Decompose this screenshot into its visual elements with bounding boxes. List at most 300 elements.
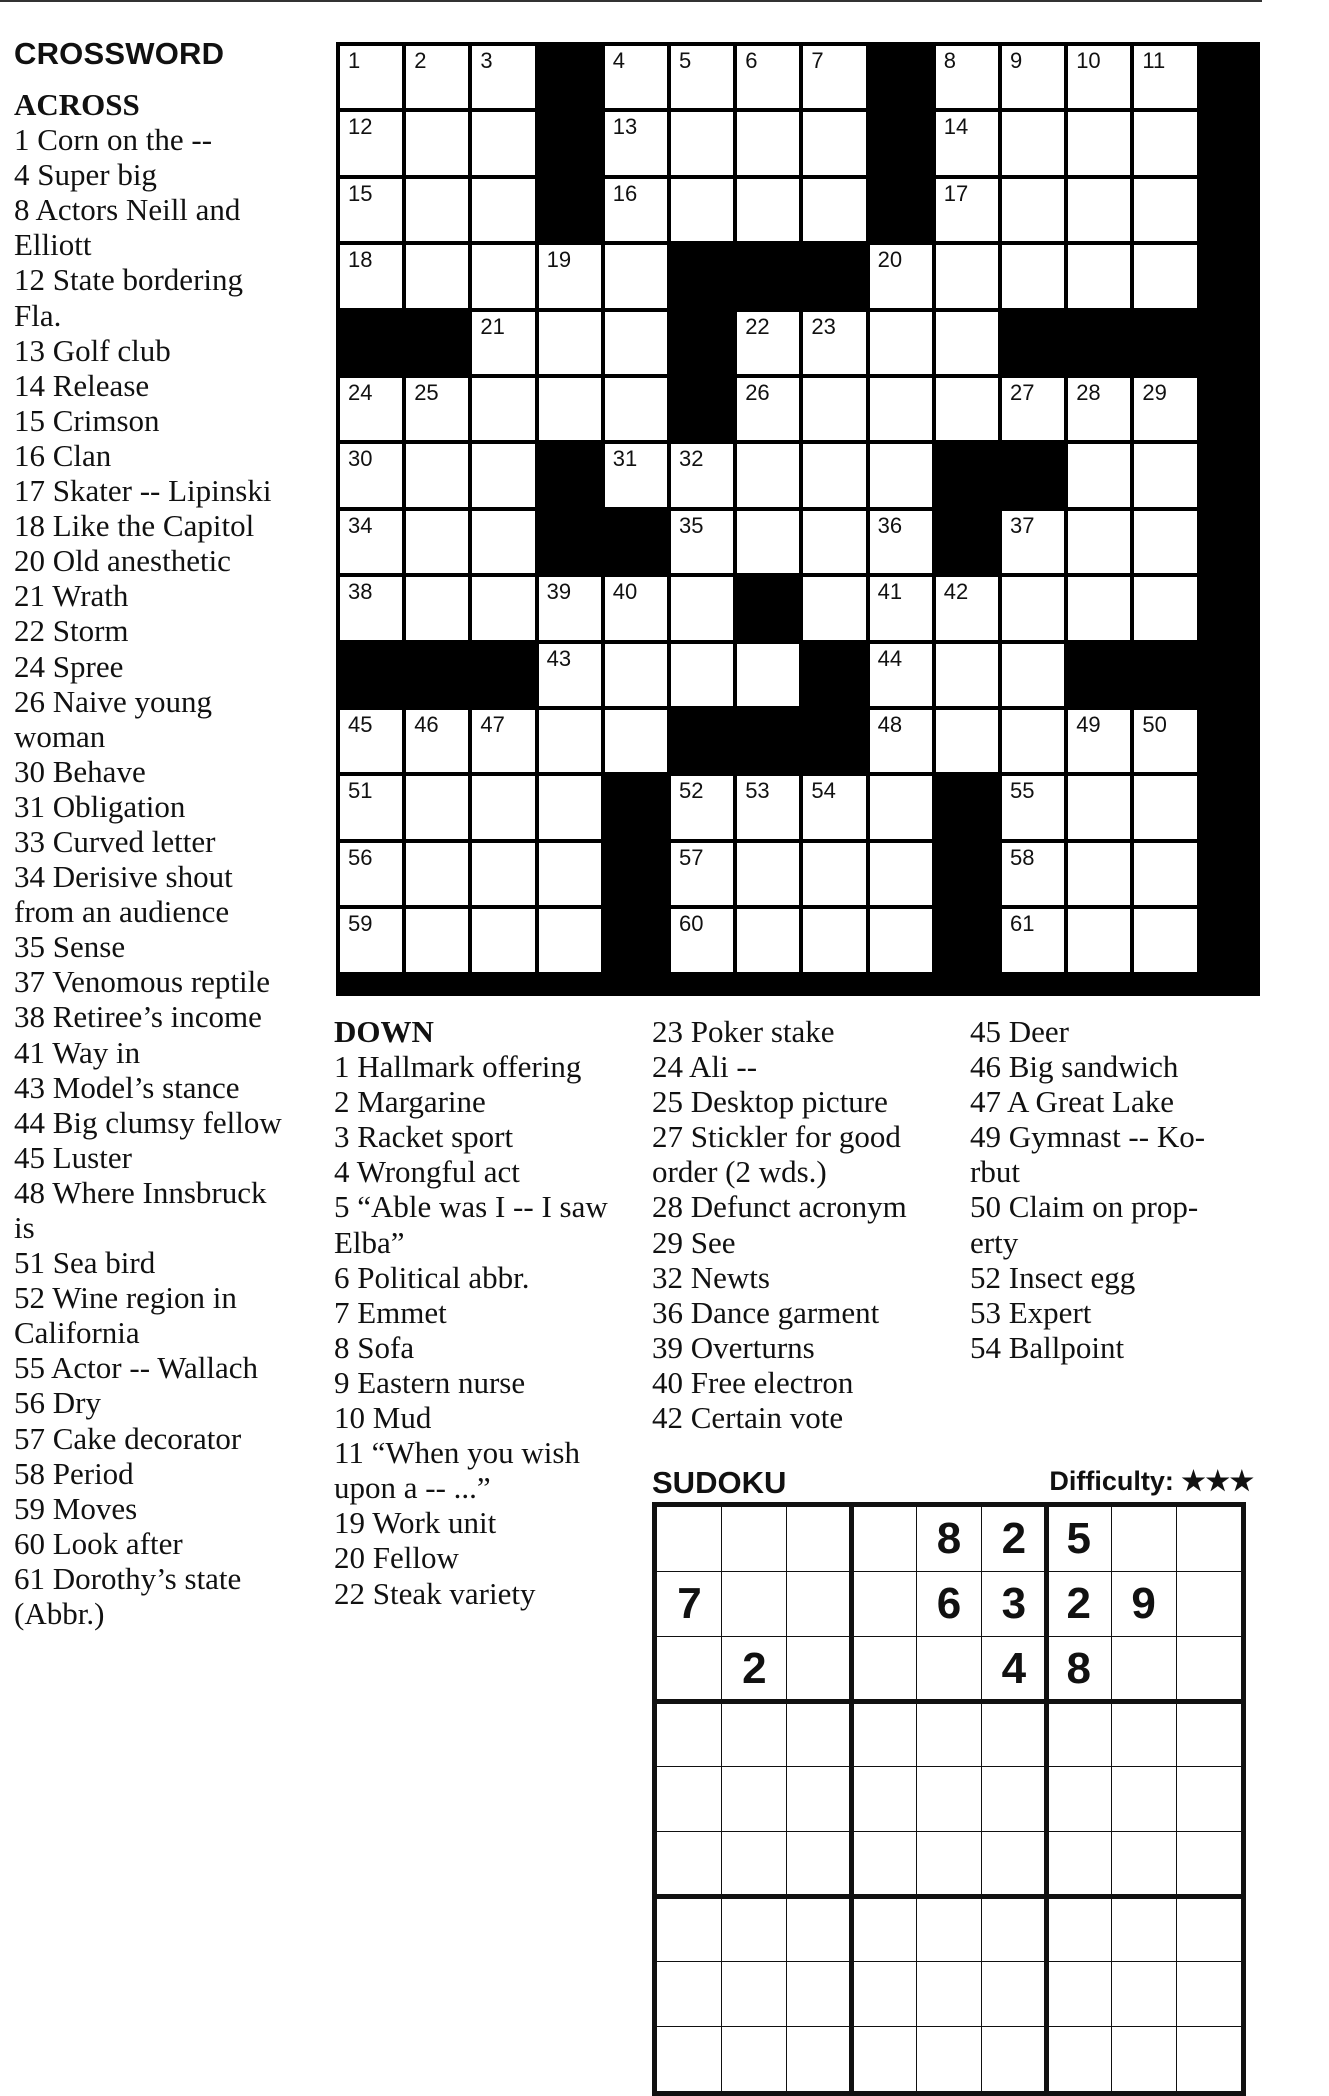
clue-number: 5 <box>679 48 692 73</box>
clue-number: 60 <box>679 911 704 937</box>
grid-cell[interactable] <box>803 112 865 174</box>
clue-number: 51 <box>348 778 373 804</box>
clue-line: woman <box>14 718 106 754</box>
clue-number: 20 <box>877 247 903 273</box>
grid-cell[interactable] <box>936 46 998 108</box>
grid-cell[interactable] <box>1068 245 1130 307</box>
clue-line: 21 Wrath <box>14 578 129 614</box>
grid-cell[interactable] <box>1002 245 1064 307</box>
clue-line: 47 A Great Lake <box>970 1084 1175 1120</box>
grid-cell[interactable] <box>671 644 733 706</box>
grid-cell[interactable] <box>936 710 998 772</box>
grid-cell[interactable] <box>406 378 468 440</box>
grid-cell[interactable] <box>340 378 402 440</box>
sudoku-cell[interactable]: 2 <box>1066 1578 1091 1628</box>
clue-number: 15 <box>348 180 373 206</box>
clue-number: 36 <box>877 512 903 538</box>
sudoku-cell[interactable] <box>722 1507 787 1572</box>
clue-line: 23 Poker stake <box>652 1014 835 1049</box>
clue-line: 32 Newts <box>652 1259 770 1295</box>
clue-number: 40 <box>612 579 638 605</box>
sudoku-cell[interactable]: 5 <box>1066 1514 1091 1563</box>
grid-cell[interactable] <box>1068 511 1130 573</box>
grid-cell[interactable] <box>605 179 667 241</box>
sudoku-title: SUDOKU <box>652 1465 787 1500</box>
grid-cell[interactable] <box>737 511 799 573</box>
grid-cell[interactable] <box>472 511 534 573</box>
grid-cell[interactable] <box>472 179 534 241</box>
grid-cell[interactable] <box>1068 909 1130 971</box>
grid-cell[interactable] <box>1068 710 1130 772</box>
grid-cell[interactable] <box>870 644 932 706</box>
grid-cell[interactable] <box>803 378 865 440</box>
sudoku-cell[interactable]: 8 <box>936 1514 962 1563</box>
grid-cell[interactable] <box>1134 46 1196 108</box>
sudoku-cell[interactable] <box>1111 1637 1176 1702</box>
sudoku-cell[interactable]: 7 <box>677 1578 702 1628</box>
clue-line: 29 See <box>652 1224 736 1260</box>
grid-cell[interactable] <box>472 577 534 639</box>
grid-cell[interactable] <box>539 776 601 838</box>
grid-cell[interactable] <box>803 444 865 506</box>
grid-cell[interactable] <box>737 644 799 706</box>
grid-cell[interactable] <box>472 378 534 440</box>
sudoku-gridline <box>657 2026 1241 2027</box>
grid-cell[interactable] <box>1134 511 1196 573</box>
clue-number: 14 <box>943 114 969 140</box>
clue-line: 16 Clan <box>14 437 112 473</box>
sudoku-cell[interactable] <box>657 1637 722 1702</box>
grid-cell[interactable] <box>737 776 799 838</box>
clue-line: 42 Certain vote <box>652 1400 844 1436</box>
clue-line: 49 Gymnast -- Ko- <box>970 1119 1206 1155</box>
clue-line: 19 Work unit <box>334 1505 497 1541</box>
grid-cell[interactable] <box>870 511 932 573</box>
sudoku-cell[interactable] <box>1176 1572 1241 1637</box>
clue-number: 35 <box>679 512 704 538</box>
clue-line: (Abbr.) <box>14 1596 105 1632</box>
clue-line: 9 Eastern nurse <box>334 1364 526 1400</box>
grid-cell[interactable] <box>936 112 998 174</box>
clue-line: 24 Spree <box>14 648 124 684</box>
sudoku-cell[interactable] <box>852 1572 917 1637</box>
clue-line: 22 Steak variety <box>334 1575 536 1611</box>
clue-line: 18 Like the Capitol <box>14 508 255 544</box>
clue-line: 25 Desktop picture <box>652 1084 888 1120</box>
sudoku-gridline <box>657 1831 1241 1832</box>
grid-cell[interactable] <box>671 46 733 108</box>
sudoku-cell[interactable]: 6 <box>936 1578 962 1628</box>
grid-cell[interactable] <box>605 644 667 706</box>
grid-cell[interactable] <box>671 577 733 639</box>
across-clues <box>14 87 304 1631</box>
grid-cell[interactable] <box>340 245 402 307</box>
clue-line: 3 Racket sport <box>334 1119 514 1155</box>
clue-number: 18 <box>348 247 373 273</box>
clue-line: Elliott <box>14 227 92 263</box>
grid-cell[interactable] <box>870 577 932 639</box>
clue-line: 52 Wine region in <box>14 1280 237 1316</box>
clue-line: 43 Model’s stance <box>14 1069 240 1105</box>
clue-line: Elba” <box>334 1224 405 1260</box>
grid-cell[interactable] <box>803 312 865 374</box>
down-clues-column-1 <box>334 1014 624 1611</box>
clue-line: 20 Old anesthetic <box>14 543 231 579</box>
sudoku-cell[interactable] <box>657 1507 722 1572</box>
grid-cell[interactable] <box>539 312 601 374</box>
clue-number: 47 <box>480 712 505 737</box>
clue-line: 51 Sea bird <box>14 1245 156 1281</box>
grid-cell[interactable] <box>406 511 468 573</box>
clue-number: 37 <box>1010 512 1035 538</box>
sudoku-cell[interactable]: 3 <box>1001 1578 1027 1628</box>
clue-number: 12 <box>348 114 373 140</box>
grid-cell[interactable] <box>936 179 998 241</box>
clue-line: order (2 wds.) <box>652 1154 827 1190</box>
clue-line: 1 Corn on the -- <box>14 122 213 158</box>
grid-cell[interactable] <box>671 843 733 905</box>
clue-line: 2 Margarine <box>334 1084 486 1120</box>
clue-line: 4 Super big <box>14 157 157 193</box>
grid-cell[interactable] <box>870 843 932 905</box>
grid-cell[interactable] <box>605 444 667 506</box>
grid-cell[interactable] <box>936 245 998 307</box>
grid-cell[interactable] <box>671 179 733 241</box>
crossword-grid <box>336 42 1260 996</box>
sudoku-cell[interactable]: 9 <box>1131 1578 1156 1628</box>
clue-number: 8 <box>943 48 957 73</box>
grid-cell[interactable] <box>605 710 667 772</box>
clue-number: 1 <box>348 48 361 73</box>
grid-cell[interactable] <box>936 577 998 639</box>
grid-cell[interactable] <box>406 577 468 639</box>
clue-line: 34 Derisive shout <box>14 859 233 895</box>
grid-cell[interactable] <box>936 644 998 706</box>
clue-number: 26 <box>745 380 770 405</box>
grid-cell[interactable] <box>605 46 667 108</box>
clue-number: 48 <box>877 712 903 737</box>
clue-line: 52 Insect egg <box>970 1259 1136 1295</box>
grid-cell[interactable] <box>737 444 799 506</box>
clue-line: from an audience <box>14 894 230 930</box>
grid-cell[interactable] <box>539 644 601 706</box>
grid-cell[interactable] <box>1068 179 1130 241</box>
grid-cell[interactable] <box>1134 245 1196 307</box>
clue-line: 5 “Able was I -- I saw <box>334 1189 608 1225</box>
sudoku-cell[interactable] <box>787 1637 852 1702</box>
down-clues-column-2 <box>652 1014 962 1435</box>
grid-cell[interactable] <box>671 112 733 174</box>
clue-number: 6 <box>745 48 758 73</box>
grid-cell[interactable] <box>406 710 468 772</box>
clue-line: 38 Retiree’s income <box>14 999 262 1035</box>
grid-cell[interactable] <box>1134 444 1196 506</box>
clue-number: 31 <box>612 446 638 472</box>
grid-cell[interactable] <box>737 312 799 374</box>
clue-line: 59 Moves <box>14 1490 138 1526</box>
grid-cell[interactable] <box>1068 112 1130 174</box>
sudoku-cell[interactable] <box>852 1637 917 1702</box>
grid-cell[interactable] <box>472 843 534 905</box>
clue-line: 28 Defunct acronym <box>652 1189 907 1225</box>
grid-cell[interactable] <box>605 577 667 639</box>
grid-cell[interactable] <box>1068 444 1130 506</box>
grid-cell[interactable] <box>870 909 932 971</box>
sudoku-grid <box>652 1502 1246 1693</box>
clue-number: 21 <box>480 313 505 339</box>
crossword-title: CROSSWORD <box>14 36 225 71</box>
clue-line: 46 Big sandwich <box>970 1049 1179 1085</box>
grid-cell[interactable] <box>1134 577 1196 639</box>
grid-cell[interactable] <box>737 909 799 971</box>
clue-line: 26 Naive young <box>14 683 213 719</box>
grid-cell[interactable] <box>406 843 468 905</box>
clue-line: Fla. <box>14 297 62 333</box>
clue-number: 13 <box>612 114 638 140</box>
grid-cell[interactable] <box>870 710 932 772</box>
sudoku-cell[interactable]: 4 <box>1001 1643 1027 1693</box>
clue-number: 42 <box>943 579 969 605</box>
clue-line: 45 Deer <box>970 1014 1069 1049</box>
grid-cell[interactable] <box>737 378 799 440</box>
clue-line: 8 Sofa <box>334 1329 415 1365</box>
grid-cell[interactable] <box>1134 843 1196 905</box>
grid-cell[interactable] <box>1002 378 1064 440</box>
clue-line: 50 Claim on prop- <box>970 1189 1199 1225</box>
grid-cell[interactable] <box>406 245 468 307</box>
grid-cell[interactable] <box>1002 511 1064 573</box>
clue-number: 4 <box>612 48 626 73</box>
clue-line: 17 Skater -- Lipinski <box>14 473 272 509</box>
grid-cell[interactable] <box>406 179 468 241</box>
clue-line: 13 Golf club <box>14 332 171 368</box>
grid-cell[interactable] <box>472 444 534 506</box>
clue-line: 1 Hallmark offering <box>334 1049 582 1085</box>
grid-cell[interactable] <box>1068 46 1130 108</box>
grid-cell[interactable] <box>1002 577 1064 639</box>
grid-cell[interactable] <box>340 511 402 573</box>
clue-line: 35 Sense <box>14 929 126 965</box>
clue-line: erty <box>970 1224 1019 1260</box>
grid-cell[interactable] <box>1068 776 1130 838</box>
clue-number: 50 <box>1142 712 1167 737</box>
clue-line: 10 Mud <box>334 1400 432 1436</box>
grid-cell[interactable] <box>671 444 733 506</box>
clue-line: is <box>14 1210 35 1245</box>
clue-line: 24 Ali -- <box>652 1049 758 1085</box>
clue-number: 22 <box>745 313 770 339</box>
grid-cell[interactable] <box>340 179 402 241</box>
sudoku-cell[interactable]: 2 <box>1001 1514 1027 1563</box>
clue-line: 33 Curved letter <box>14 823 216 859</box>
clue-number: 38 <box>348 579 373 605</box>
grid-cell[interactable] <box>472 46 534 108</box>
grid-cell[interactable] <box>803 843 865 905</box>
clue-line: 20 Fellow <box>334 1540 459 1576</box>
grid-cell[interactable] <box>472 776 534 838</box>
grid-cell[interactable] <box>737 179 799 241</box>
grid-cell[interactable] <box>340 577 402 639</box>
grid-cell[interactable] <box>870 776 932 838</box>
sudoku-gridline <box>657 1766 1241 1767</box>
clue-line: 4 Wrongful act <box>334 1154 520 1190</box>
grid-cell[interactable] <box>539 843 601 905</box>
grid-cell[interactable] <box>539 909 601 971</box>
clue-line: 60 Look after <box>14 1525 183 1561</box>
grid-cell[interactable] <box>605 245 667 307</box>
clue-number: 57 <box>679 844 704 870</box>
clue-line: 8 Actors Neill and <box>14 192 241 228</box>
grid-cell[interactable] <box>340 46 402 108</box>
grid-cell[interactable] <box>803 511 865 573</box>
grid-cell[interactable] <box>671 776 733 838</box>
sudoku-cell[interactable] <box>787 1572 852 1637</box>
grid-cell[interactable] <box>1134 179 1196 241</box>
clue-number: 34 <box>348 512 373 538</box>
grid-cell[interactable] <box>671 511 733 573</box>
grid-cell[interactable] <box>340 909 402 971</box>
grid-cell[interactable] <box>936 312 998 374</box>
grid-cell[interactable] <box>803 577 865 639</box>
clue-line: 61 Dorothy’s state <box>14 1560 242 1596</box>
grid-cell[interactable] <box>1002 843 1064 905</box>
grid-cell[interactable] <box>803 776 865 838</box>
grid-cell[interactable] <box>1002 710 1064 772</box>
clue-line: 7 Emmet <box>334 1294 447 1330</box>
grid-cell[interactable] <box>803 179 865 241</box>
clue-number: 27 <box>1010 380 1035 405</box>
grid-cell[interactable] <box>1134 378 1196 440</box>
grid-cell[interactable] <box>539 378 601 440</box>
clue-number: 7 <box>811 48 824 73</box>
grid-cell[interactable] <box>406 444 468 506</box>
clue-line: 22 Storm <box>14 613 129 649</box>
clue-number: 44 <box>877 645 903 671</box>
grid-cell[interactable] <box>1134 112 1196 174</box>
grid-cell[interactable] <box>737 46 799 108</box>
clue-line: California <box>14 1315 140 1351</box>
grid-cell[interactable] <box>472 909 534 971</box>
grid-cell[interactable] <box>406 46 468 108</box>
grid-cell[interactable] <box>1002 644 1064 706</box>
grid-cell[interactable] <box>406 776 468 838</box>
grid-cell[interactable] <box>340 710 402 772</box>
grid-cell[interactable] <box>737 112 799 174</box>
sudoku-cell[interactable] <box>1176 1507 1241 1572</box>
clue-line: 40 Free electron <box>652 1364 854 1400</box>
grid-cell[interactable] <box>406 112 468 174</box>
clue-number: 3 <box>480 48 493 73</box>
difficulty-stars: ★★★ <box>1181 1466 1254 1496</box>
grid-cell[interactable] <box>539 577 601 639</box>
clue-number: 30 <box>348 446 373 472</box>
grid-cell[interactable] <box>605 312 667 374</box>
clue-number: 56 <box>348 844 373 870</box>
grid-cell[interactable] <box>605 112 667 174</box>
grid-cell[interactable] <box>1068 577 1130 639</box>
clue-line: 56 Dry <box>14 1385 101 1421</box>
clue-number: 41 <box>877 579 903 605</box>
clue-line: 54 Ballpoint <box>970 1329 1125 1365</box>
grid-cell[interactable] <box>1134 710 1196 772</box>
grid-cell[interactable] <box>803 46 865 108</box>
down-clues-column-3 <box>970 1014 1250 1365</box>
grid-cell[interactable] <box>406 909 468 971</box>
clue-number: 9 <box>1010 48 1023 73</box>
grid-cell[interactable] <box>340 776 402 838</box>
grid-cell[interactable] <box>1002 112 1064 174</box>
grid-cell[interactable] <box>1134 776 1196 838</box>
grid-cell[interactable] <box>803 909 865 971</box>
sudoku-cell[interactable]: 8 <box>1066 1643 1091 1693</box>
clue-number: 55 <box>1010 778 1035 804</box>
clue-number: 29 <box>1142 380 1167 405</box>
sudoku-cell[interactable] <box>1176 1637 1241 1702</box>
grid-cell[interactable] <box>870 444 932 506</box>
clue-number: 61 <box>1010 911 1035 937</box>
grid-cell[interactable] <box>1134 909 1196 971</box>
grid-cell[interactable] <box>737 843 799 905</box>
clue-line: 31 Obligation <box>14 788 186 824</box>
clue-line: 44 Big clumsy fellow <box>14 1104 282 1140</box>
grid-cell[interactable] <box>1002 909 1064 971</box>
grid-cell[interactable] <box>936 378 998 440</box>
grid-cell[interactable] <box>472 112 534 174</box>
clue-number: 54 <box>811 778 836 804</box>
clue-number: 58 <box>1010 844 1035 870</box>
grid-cell[interactable] <box>605 378 667 440</box>
sudoku-cell[interactable] <box>1111 1507 1176 1572</box>
clue-line: 55 Actor -- Wallach <box>14 1350 258 1386</box>
grid-cell[interactable] <box>539 245 601 307</box>
grid-cell[interactable] <box>1068 378 1130 440</box>
grid-cell[interactable] <box>870 378 932 440</box>
clue-line: 6 Political abbr. <box>334 1259 530 1295</box>
clue-number: 32 <box>679 446 704 472</box>
sudoku-cell[interactable]: 2 <box>742 1643 767 1693</box>
grid-cell[interactable] <box>539 710 601 772</box>
sudoku-cell[interactable] <box>722 1572 787 1637</box>
sudoku-cell[interactable] <box>917 1637 982 1702</box>
sudoku-cell[interactable] <box>852 1507 917 1572</box>
grid-cell[interactable] <box>1002 179 1064 241</box>
grid-cell[interactable] <box>1068 843 1130 905</box>
clue-line: 57 Cake decorator <box>14 1420 242 1456</box>
grid-cell[interactable] <box>870 312 932 374</box>
across-heading: ACROSS <box>14 87 140 122</box>
grid-cell[interactable] <box>340 444 402 506</box>
clue-line: 36 Dance garment <box>652 1294 880 1330</box>
clue-number: 28 <box>1076 380 1101 405</box>
clue-line: 53 Expert <box>970 1294 1092 1330</box>
sudoku-cell[interactable] <box>787 1507 852 1572</box>
grid-cell[interactable] <box>472 710 534 772</box>
grid-cell[interactable] <box>340 112 402 174</box>
clue-line: 11 “When you wish <box>334 1435 580 1471</box>
grid-cell[interactable] <box>1002 776 1064 838</box>
grid-cell[interactable] <box>472 245 534 307</box>
grid-cell[interactable] <box>671 909 733 971</box>
clue-number: 19 <box>546 247 572 273</box>
grid-cell[interactable] <box>870 245 932 307</box>
clue-line: 48 Where Innsbruck <box>14 1174 267 1210</box>
grid-cell[interactable] <box>472 312 534 374</box>
clue-line: 45 Luster <box>14 1139 132 1175</box>
clue-line: 41 Way in <box>14 1034 141 1070</box>
grid-cell[interactable] <box>340 843 402 905</box>
clue-number: 39 <box>546 579 572 605</box>
grid-cell[interactable] <box>1002 46 1064 108</box>
